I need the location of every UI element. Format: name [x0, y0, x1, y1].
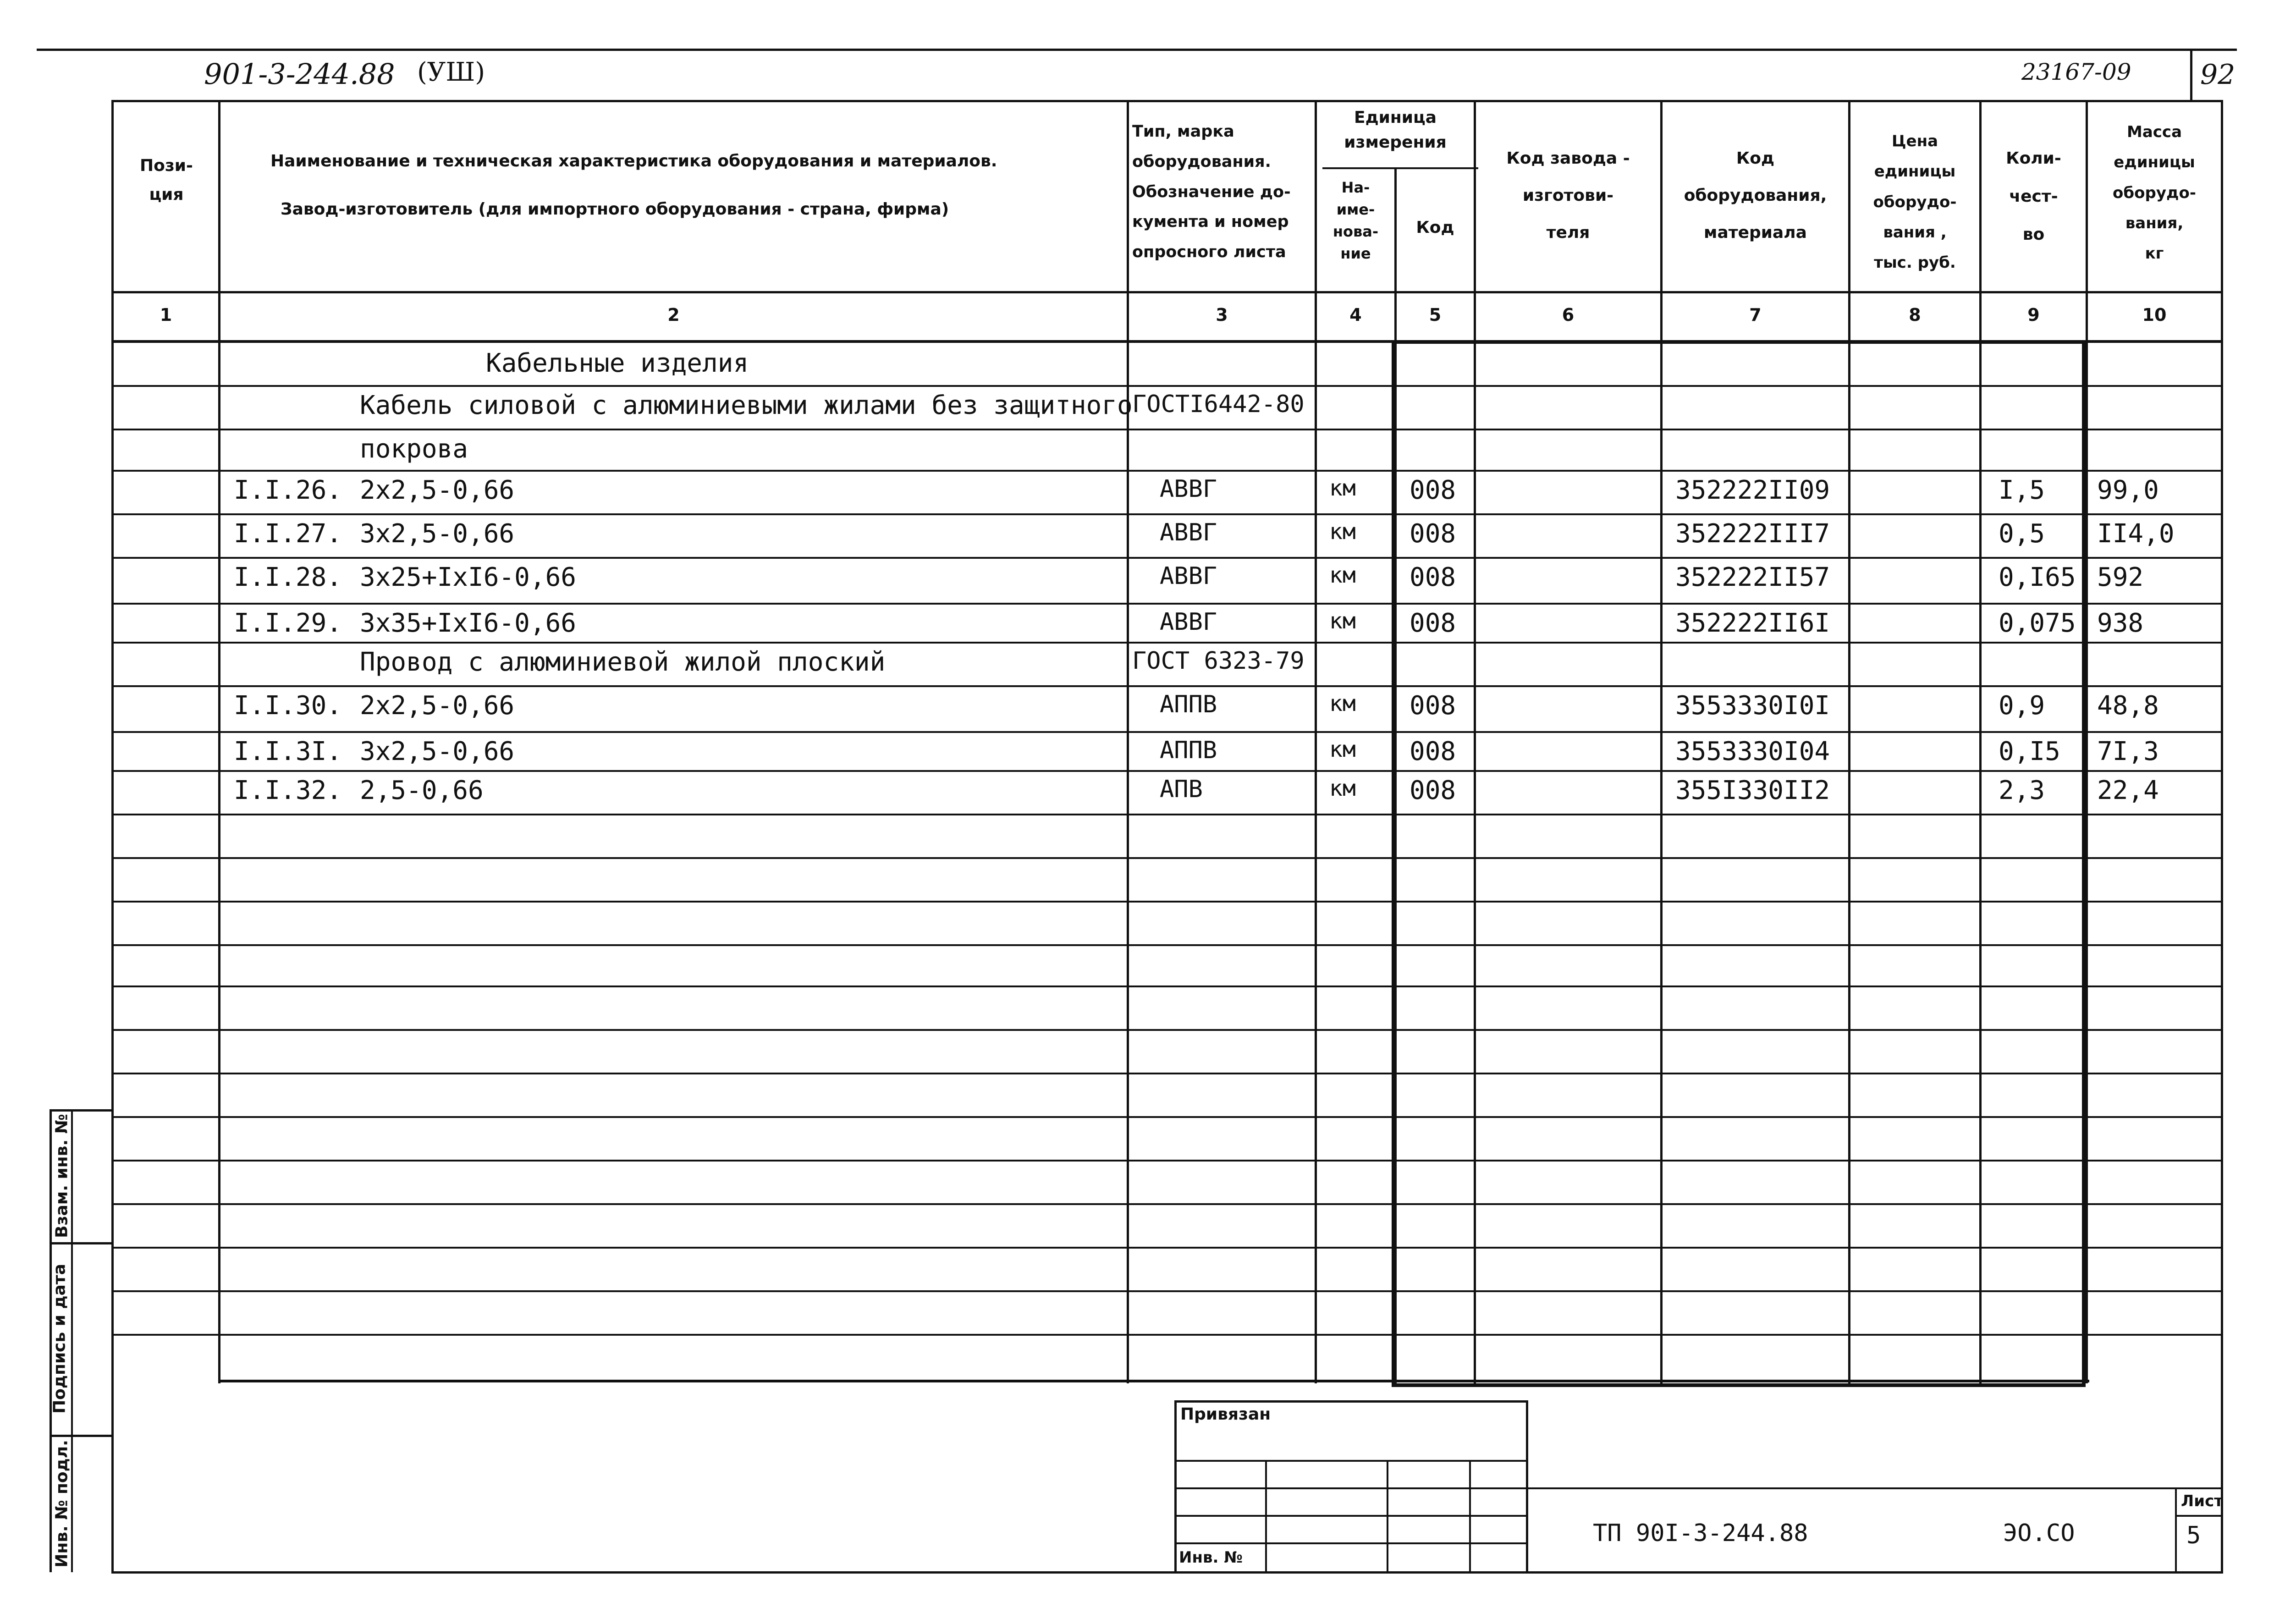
header-mass: Масса единицы оборудо- вания, кг [2113, 123, 2196, 263]
row-line [111, 814, 2223, 815]
cell-type: АВВГ [1160, 562, 1217, 590]
binding-label: Привязан [1180, 1405, 1271, 1424]
cell-qty: 0,I5 [1999, 737, 2060, 766]
cell-eqcode: 352222II57 [1675, 562, 1830, 592]
cell-name: 2х2,5-0,66 [360, 475, 515, 505]
cell-mass: 592 [2097, 562, 2144, 592]
header-type-mark: Тип, марка оборудования. Обозначение до- кумента и номер опросного листа [1132, 122, 1291, 262]
cell-qty: 0,075 [1999, 608, 2076, 638]
row-line [111, 1334, 2223, 1336]
row-line [111, 1247, 2223, 1249]
cell-type: АПВ [1160, 776, 1203, 803]
col-num-2: 2 [667, 305, 680, 325]
cell-pos: I.I.27. [234, 519, 342, 549]
cell-qty: 0,9 [1999, 691, 2045, 721]
cell-eqcode: 352222II09 [1675, 475, 1830, 505]
cell-name: 3х2,5-0,66 [360, 519, 515, 549]
cell-unit: км [1329, 608, 1356, 634]
binding-stamp-box [1174, 1400, 1528, 1574]
header-bottom-line [111, 291, 2223, 293]
cell-pos: I.I.30. [234, 691, 342, 721]
cell-mass: 22,4 [2097, 776, 2159, 805]
row-line [111, 385, 2223, 387]
top-border-line [37, 49, 2237, 51]
col-num-10: 10 [2142, 305, 2167, 325]
side-label-signature-date: Подпись и дата [50, 1264, 69, 1414]
cell-code: 008 [1410, 608, 1456, 638]
col-num-7: 7 [1749, 305, 1762, 325]
sheet-label: Лист [2181, 1492, 2223, 1510]
cell-unit: км [1329, 562, 1356, 588]
sheet-number: 5 [2186, 1522, 2201, 1549]
cell-name: покрова [360, 434, 468, 464]
cell-mass: 7I,3 [2097, 737, 2159, 766]
unit-group-divider [1322, 167, 1478, 169]
cell-name: 3х2,5-0,66 [360, 737, 515, 766]
header-unit-code: Код [1416, 218, 1454, 237]
cell-type: ГОСТ 6323-79 [1132, 647, 1305, 675]
row-line [111, 731, 2223, 733]
row-line [111, 1073, 2223, 1074]
cell-name: Провод с алюминиевой жилой плоский [360, 647, 886, 677]
cell-unit: км [1329, 519, 1356, 545]
cell-qty: 0,I65 [1999, 562, 2076, 592]
row-line [111, 642, 2223, 644]
row-line [111, 429, 2223, 430]
sheet-corner-number: 92 [2200, 59, 2235, 91]
cell-qty: 0,5 [1999, 519, 2045, 549]
cell-type: ГОСТI6442-80 [1132, 391, 1305, 418]
header-unit-group: Единица измерения [1344, 108, 1447, 152]
row-line [111, 901, 2223, 903]
cell-qty: 2,3 [1999, 776, 2045, 805]
inventory-no-label: Инв. № [1179, 1548, 1243, 1567]
cell-mass: 938 [2097, 608, 2144, 638]
side-label-original-inv: Инв. № подл. [52, 1440, 72, 1568]
cell-mass: 99,0 [2097, 475, 2159, 505]
header-price: Цена единицы оборудо- вания , тыс. руб. [1873, 132, 1957, 272]
cell-type: АВВГ [1160, 608, 1217, 636]
row-line [111, 685, 2223, 687]
col-num-5: 5 [1429, 305, 1442, 325]
cell-mass: II4,0 [2097, 519, 2175, 549]
cell-type: АППВ [1160, 737, 1217, 764]
row-line [111, 557, 2223, 559]
cell-eqcode: 352222III7 [1675, 519, 1830, 549]
roman-part: (УШ) [417, 57, 485, 87]
row-line [111, 1203, 2223, 1205]
col-num-3: 3 [1216, 305, 1228, 325]
cell-name: 3х25+IхI6-0,66 [360, 562, 577, 592]
row-line [111, 1290, 2223, 1292]
cell-pos: I.I.32. [234, 776, 342, 805]
header-name-line1: Наименование и техническая характеристика оборудования и материалов. [270, 152, 997, 171]
cell-code: 008 [1410, 519, 1456, 549]
cell-eqcode: 352222II6I [1675, 608, 1830, 638]
document-mark: ЭО.СО [2003, 1519, 2075, 1547]
cell-type: АВВГ [1160, 475, 1217, 503]
handwritten-doc-code: 901-3-244.88 [204, 57, 395, 91]
header-top-line [111, 100, 2223, 102]
cell-type: АППВ [1160, 691, 1217, 718]
cell-mass: 48,8 [2097, 691, 2159, 721]
row-line [111, 944, 2223, 946]
cell-pos: I.I.29. [234, 608, 342, 638]
cell-unit: км [1329, 691, 1356, 716]
grid-bottom-line [218, 1380, 2089, 1382]
side-label-replacement-inv: Взам. инв. № [52, 1114, 72, 1238]
col-num-4: 4 [1349, 305, 1362, 325]
cell-name: Кабель силовой с алюминиевыми жилами без защитного [360, 391, 1133, 420]
row-line [111, 1116, 2223, 1118]
cell-name: 2,5-0,66 [360, 776, 484, 805]
row-line [111, 513, 2223, 515]
row-line [111, 985, 2223, 987]
cell-eqcode: 3553330I04 [1675, 737, 1830, 766]
header-equipment-code: Код оборудования, материала [1684, 149, 1827, 242]
col-num-6: 6 [1562, 305, 1575, 325]
row-line [111, 470, 2223, 472]
cell-type: АВВГ [1160, 519, 1217, 546]
cell-eqcode: 3553330I0I [1675, 691, 1830, 721]
row-line [111, 1029, 2223, 1031]
handwritten-right-code: 23167-09 [2021, 59, 2131, 85]
cell-name: 3х35+IхI6-0,66 [360, 608, 577, 638]
cell-code: 008 [1410, 475, 1456, 505]
cell-pos: I.I.28. [234, 562, 342, 592]
cell-code: 008 [1410, 691, 1456, 721]
cell-unit: км [1329, 737, 1356, 762]
cell-pos: I.I.3I. [234, 737, 342, 766]
header-plant-code: Код завода - изготови- теля [1506, 149, 1630, 242]
document-number: ТП 90I-3-244.88 [1593, 1519, 1808, 1547]
row-line [111, 1160, 2223, 1162]
cell-code: 008 [1410, 776, 1456, 805]
cell-name: 2х2,5-0,66 [360, 691, 515, 721]
table-right-border [2221, 100, 2223, 1571]
table-bottom-line [111, 1571, 2223, 1574]
col-num-8: 8 [1909, 305, 1921, 325]
header-unit-name: На- име- нова- ние [1332, 179, 1379, 262]
row-line [111, 770, 2223, 772]
cell-pos: I.I.26. [234, 475, 342, 505]
header-quantity: Коли- чест- во [2006, 149, 2061, 244]
cell-code: 008 [1410, 737, 1456, 766]
row-line [111, 603, 2223, 605]
col-num-9: 9 [2027, 305, 2040, 325]
cell-name: Кабельные изделия [486, 348, 749, 378]
cell-unit: км [1329, 776, 1356, 801]
cell-qty: I,5 [1999, 475, 2045, 505]
header-position: Пози- ция [140, 156, 193, 204]
header-name-line2: Завод-изготовитель (для импортного оборудования - страна, фирма) [281, 200, 949, 219]
col-num-1: 1 [160, 305, 172, 325]
row-line [111, 857, 2223, 859]
cell-code: 008 [1410, 562, 1456, 592]
cell-unit: км [1329, 475, 1356, 501]
cell-eqcode: 355I330II2 [1675, 776, 1830, 805]
corner-divider [2190, 50, 2192, 101]
